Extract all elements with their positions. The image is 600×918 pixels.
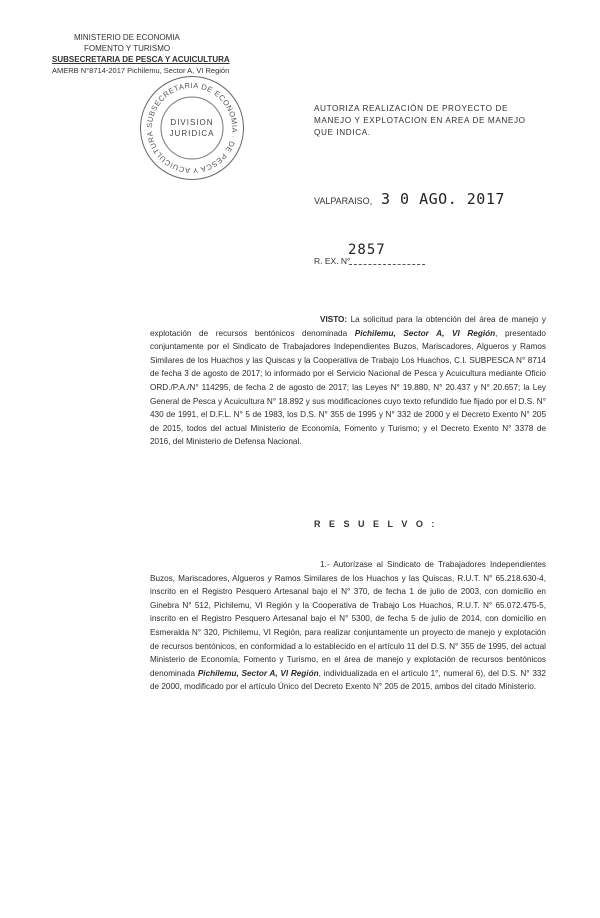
article-1-paragraph	[150, 558, 546, 694]
ministry-name: MINISTERIO DE ECONOMIA	[74, 33, 180, 42]
article-1-text-end: , individualizada en el artículo 1°, numeral 6), del D.S. N° 332 de 2000, modificado por el artículo Único del Decreto Exento N° 205 de 2015, ambos del citado Ministerio.	[150, 668, 546, 692]
resolution-title: AUTORIZA REALIZACIÓN DE PROYECTO DE MANEJO Y EXPLOTACION EN AREA DE MANEJO QUE INDICA.	[314, 104, 526, 137]
stamped-date: 3 0 AGO. 2017	[381, 190, 505, 208]
stamp-line-2: JURIDICA	[169, 129, 215, 138]
resolution-number-label: R. EX. N°	[314, 256, 351, 266]
visto-paragraph	[150, 313, 546, 449]
reference-code: AMERB N°8714-2017 Pichilemu, Sector A, VI Región	[52, 66, 230, 75]
stamp-center	[170, 117, 215, 139]
article-1-number: 1.-	[320, 560, 330, 569]
article-1-text-start: Autorízase al Sindicato de Trabajadores Independientes Buzos, Mariscadores, Algueros y Ramos Similares de los Huachos y las Quiscas, R.U.T. N° 65.218.630-4, inscrito en el Registro Pesquero Artesanal bajo el N° 370, de fecha 1 de julio de 2003, con domicilio en Ginebra N° 512, Pichilemu, VI Región y la Cooperativa de Trabajo Los Huachos, R.U.T. N° 65.072.475-5, inscrito en el Registro Pesquero Artesanal bajo el N° 5300, de fecha 5 de julio de 2014, con domicilio en Esmeralda N° 320, Pichilemu, VI Región, para realizar conjuntamente un proyecto de manejo y explotación de recursos bentónicos, en conformidad a lo establecido en el artículo 11 del D.S. N° 355 de 1995, del actual Ministerio de Economía, Fomento y Turismo, en el área de manejo y explotación de recursos bentónicos denominada	[150, 560, 546, 678]
article-1-area-name: Pichilemu, Sector A, VI Región	[197, 668, 319, 678]
resolution-number: 2857	[348, 242, 386, 258]
subsecretariat-name: SUBSECRETARIA DE PESCA Y ACUICULTURA	[52, 55, 230, 64]
resuelvo-heading: R E S U E L V O :	[314, 519, 438, 529]
visto-text-start: La solicitud para la obtención del área de manejo y explotación de recursos bentónicos denominada	[150, 315, 546, 338]
visto-label: VISTO:	[320, 315, 348, 324]
stamp-line-1: DIVISION	[170, 118, 214, 127]
ministry-subtitle: FOMENTO Y TURISMO	[84, 44, 171, 53]
stamp-ring-text: SUBSECRETARIA DE ECONOMIA · DE PESCA Y ACUICULTURA	[144, 80, 240, 176]
letterhead	[52, 32, 230, 76]
visto-text-end: , presentado conjuntamente por el Sindicato de Trabajadores Independientes Buzos, Mariscadores, Algueros y Ramos Similares de los Huachos y las Quiscas y la Cooperativa de Trabajo Los Huachos, C.I. SUBPESCA N° 8714 de fecha 3 de agosto de 2017; lo informado por el Servicio Nacional de Pesca y Acuicultura mediante Oficio ORD./P.A./N° 114295, de fecha 2 de agosto de 2017; las Leyes N° 19.880, N° 20.437 y N° 20.657; la Ley General de Pesca y Acuicultura N° 18.892 y sus modificaciones cuyo texto refundido fue fijado por el D.S. N° 430 de 1991, el D.F.L. N° 5 de 1983, los D.S. N° 355 de 1995 y N° 332 de 2000 y el Decreto Exento N° 205 de 2015, todos del actual Ministerio de Economía, Fomento y Turismo; y el Decreto Exento N° 3378 de 2016, del Ministerio de Defensa Nacional.	[150, 328, 546, 447]
place-label: VALPARAISO,	[314, 196, 373, 206]
division-stamp	[140, 76, 244, 180]
resolution-number-underline	[349, 264, 425, 265]
visto-area-name: Pichilemu, Sector A, VI Región	[354, 328, 496, 338]
